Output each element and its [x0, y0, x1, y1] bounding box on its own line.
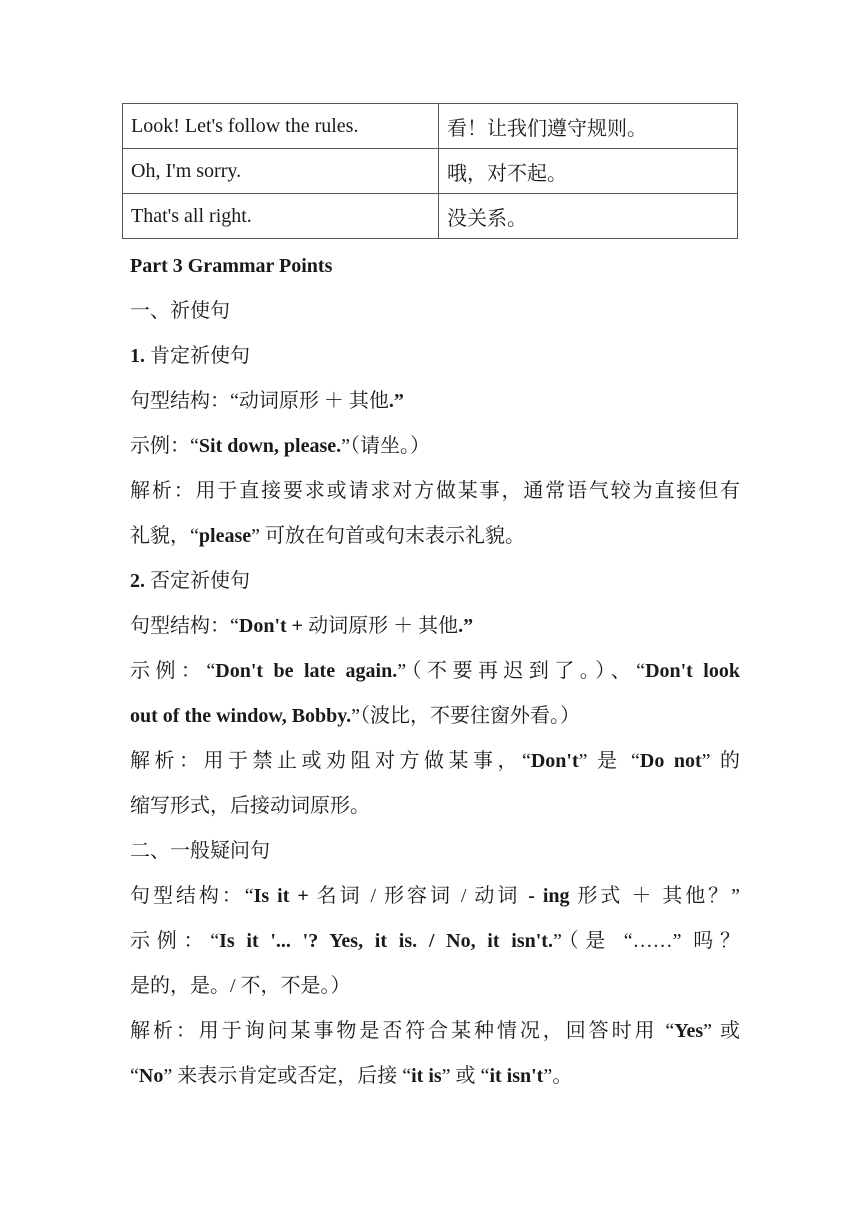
section-heading-imperative: 一、祈使句: [130, 300, 230, 322]
analysis-line: [130, 746, 740, 776]
text-run: ” 或 “: [441, 1065, 490, 1087]
structure-line: [130, 611, 740, 641]
table-row: [123, 149, 738, 194]
text-run: 示例：“: [130, 930, 220, 952]
text-run-bold: Don't: [530, 750, 579, 772]
structure-line: [130, 386, 740, 416]
text-run: ”（不要再迟到了。）、“: [397, 660, 646, 682]
subheading-negative: [130, 566, 740, 596]
text-run: ”（是 “……” 吗？: [552, 930, 740, 952]
table-cell-english: Look! Let's follow the rules.: [123, 104, 439, 149]
analysis-line: 缩写形式，后接动词原形。: [130, 795, 370, 817]
example-line: [130, 701, 740, 731]
text-run-bold: Is it +: [253, 885, 309, 907]
text-run-bold: Is it '... '? Yes, it is. / No, it isn't.: [219, 930, 553, 952]
text-run-bold: Don't look: [645, 660, 740, 682]
text-run: 句型结构：“动词原形 ＋ 其他: [130, 390, 389, 412]
text-run-bold: please: [198, 525, 252, 547]
text-run-bold: Do not: [639, 750, 702, 772]
text-run: 动词原形 ＋ 其他: [303, 615, 459, 637]
text-run-bold: No: [138, 1065, 164, 1087]
example-line: [130, 926, 740, 956]
text-run-bold: .”: [388, 390, 404, 412]
text-run: 解析：用于询问某事物是否符合某种情况，回答时用 “: [130, 1020, 675, 1042]
analysis-line: [130, 1016, 740, 1046]
analysis-line: [130, 521, 740, 551]
text-run: 句型结构：“: [130, 615, 239, 637]
text-run-bold: Sit down, please.: [198, 435, 342, 457]
phrase-table: [122, 103, 738, 239]
table-row: [123, 194, 738, 239]
example-line: [130, 656, 740, 686]
text-run: ”。: [543, 1065, 573, 1087]
text-run-bold: it isn't: [489, 1065, 544, 1087]
section-heading-yes-no-question: 二、一般疑问句: [130, 840, 270, 862]
subheading-affirmative: [130, 341, 740, 371]
table-row: [123, 104, 738, 149]
text-run: 解析：用于禁止或劝阻对方做某事，“: [130, 750, 531, 772]
table-cell-chinese: 哦，对不起。: [439, 149, 738, 194]
table-cell-english: That's all right.: [123, 194, 439, 239]
subheading-text: 肯定祈使句: [145, 345, 250, 367]
text-run-bold: Don't be late again.: [215, 660, 398, 682]
text-run-bold: Don't +: [238, 615, 304, 637]
text-run: ” 或: [703, 1020, 740, 1042]
analysis-line: [130, 1061, 740, 1091]
text-run: 句型结构：“: [130, 885, 254, 907]
subheading-number: 2.: [130, 570, 145, 592]
table-cell-english: Oh, I'm sorry.: [123, 149, 439, 194]
text-run: ” 可放在句首或句末表示礼貌。: [251, 525, 525, 547]
text-run: 形式 ＋ 其他？”: [569, 885, 740, 907]
text-run: ”（请坐。）: [341, 435, 431, 457]
text-run: “: [130, 1065, 139, 1087]
subheading-number: 1.: [130, 345, 145, 367]
example-line: 是的，是。/ 不，不是。）: [130, 975, 351, 997]
text-run: 示例：“: [130, 435, 199, 457]
text-run: ” 来表示肯定或否定，后接 “: [163, 1065, 412, 1087]
text-run: 示例：“: [130, 660, 216, 682]
text-run-bold: - ing: [528, 885, 570, 907]
table-cell-chinese: 没关系。: [439, 194, 738, 239]
text-run-bold: .”: [458, 615, 474, 637]
part-title: Part 3 Grammar Points: [130, 255, 333, 277]
table-cell-chinese: 看！让我们遵守规则。: [439, 104, 738, 149]
structure-line: [130, 881, 740, 911]
text-run-bold: it is: [411, 1065, 442, 1087]
text-run: 名词 / 形容词 / 动词: [308, 885, 529, 907]
text-run: ”（波比，不要往窗外看。）: [351, 705, 581, 727]
text-run: 礼貌，“: [130, 525, 199, 547]
subheading-text: 否定祈使句: [145, 570, 250, 592]
text-run: ” 是 “: [578, 750, 640, 772]
analysis-line: 解析：用于直接要求或请求对方做某事，通常语气较为直接但有: [130, 480, 740, 502]
text-run-bold: out of the window, Bobby.: [130, 705, 352, 727]
example-line: [130, 431, 740, 461]
text-run: ” 的: [701, 750, 740, 772]
text-run-bold: Yes: [674, 1020, 704, 1042]
